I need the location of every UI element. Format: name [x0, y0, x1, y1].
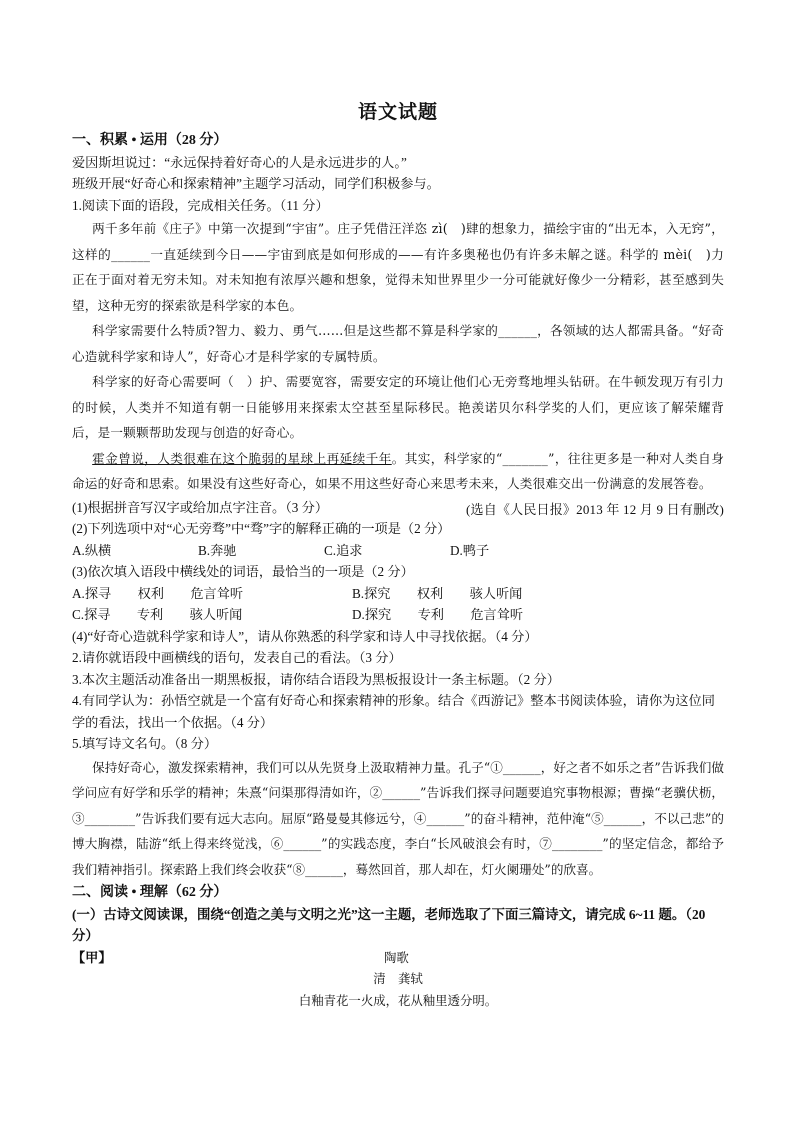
option-a: A.纵横: [72, 542, 112, 558]
passage-paragraph-3: 科学家的好奇心需要呵（ ）护、需要宽容，需要安定的环境让他们心无旁骛地埋头钻研。在牛顿发现万有引力的时候，人类并不知道有朝一日能够用来探索太空甚至星际移民。艳羡诺贝尔科学奖的人们，更应该了解荣耀背后，是一颗颗帮助发现与创造的好奇心。: [72, 374, 724, 440]
underlined-sentence: 霍金曾说，人类很难在这个脆弱的星球上再延续千年: [92, 450, 392, 466]
question-3: 3.本次主题活动准备出一期黑板报，请你结合语段为黑板报设计一条主标题。（2 分）: [72, 671, 560, 687]
section1-header: 一、积累 • 运用（28 分）: [72, 133, 228, 148]
q1-sub3: (3)依次填入语段中横线处的词语，最恰当的一项是（2 分）: [72, 564, 414, 579]
option-a: A.探寻 权利 危言耸听: [72, 585, 244, 601]
passage-label-jia: 【甲】: [72, 949, 112, 965]
part1-heading: (一）古诗文阅读课，围绕“创造之美与文明之光”这一主题，老师选取了下面三篇诗文，请完成 6~11 题。（20 分）: [72, 906, 706, 943]
passage-source: (选自《人民日报》2013 年 12 月 9 日有删改): [465, 501, 724, 517]
intro-line-2: 班级开展“好奇心和探索精神”主题学习活动，同学们积极参与。: [72, 176, 440, 191]
question-2: 2.请你就语段中画横线的语句，发表自己的看法。（3 分）: [72, 650, 402, 665]
passage-paragraph-1: 两千多年前《庄子》中第一次提到“宇宙”。庄子凭借汪洋恣 zì( )肆的想象力，描绘宇宙的“出无本，入无窍”，这样的______一直延续到今日——宇宙到底是如何形成的——有许多奥秘也仍有许多未解之谜。科学的 mèi( )力正在于面对着无穷未知。对未知抱有浓厚兴趣和想象，觉得未知世界里少一分可能就好像少一分精彩，甚至感到失望，这种无穷的探索欲是科学家的本色。: [72, 221, 724, 313]
q1-sub1: (1)根据拼音写汉字或给加点字注音。（3 分）: [72, 499, 329, 515]
option-d: D.探究 专利 危言耸听: [352, 607, 524, 622]
passage-paragraph-2: 科学家需要什么特质?智力、毅力、勇气……但是这些都不算是科学家的______，各领域的达人都需具备。“好奇心造就科学家和诗人”，好奇心才是科学家的专属特质。: [72, 323, 724, 364]
option-c: C.探寻 专利 骇人听闻: [72, 607, 243, 622]
q1-sub2-options: [72, 540, 724, 562]
q1-sub4: (4)“好奇心造就科学家和诗人”，请从你熟悉的科学家和诗人中寻找依据。（4 分）: [72, 628, 538, 644]
option-b: B.探究 权利 骇人听闻: [352, 585, 523, 601]
poem-author: 清 龚轼: [373, 971, 423, 986]
q1-sub2: (2)下列选项中对“心无旁骛”中“骛”字的解释正确的一项是（2 分）: [72, 521, 451, 536]
poem-title: 陶歌: [384, 949, 409, 965]
poem-header-row: [72, 947, 724, 969]
q5-stem: 5.填写诗文名句。（8 分）: [72, 736, 218, 751]
q1-sub3-options: [72, 583, 724, 626]
page-title: 语文试题: [357, 102, 438, 123]
intro-line-1: 爱因斯坦说过：“永远保持着好奇心的人是永远进步的人。”: [72, 154, 407, 170]
q5-passage: 保持好奇心，激发探索精神，我们可以从先贤身上汲取精神力量。孔子“①______，好之者不如乐之者”告诉我们做学问应有好学和乐学的精神；朱熹“问渠那得清如许，②______”告诉我们探寻问题要追究事物根源；曹操“老骥伏枥，③________”告诉我们要有远大志向。屈原“路曼曼其修远兮，④______”的奋斗精神，范仲淹“⑤______，不以己悲”的博大胸襟，陆游“纸上得来终觉浅，⑥______”的实践态度，李白“长风破浪会有时，⑦________”的坚定信念，都给予我们精神指引。探索路上我们终会收获“⑧______，蓦然回首，那人却在，灯火阑珊处”的欣喜。: [72, 759, 724, 877]
poem-line: 白釉青花一火成，花从釉里透分明。: [298, 992, 498, 1008]
question-4: 4.有同学认为：孙悟空就是一个富有好奇心和探索精神的形象。结合《西游记》整本书阅读体验，请你为这位同学的看法，找出一个依据。（4 分）: [72, 693, 715, 730]
option-d: D.鸭子: [450, 542, 490, 558]
option-b: B.奔驰: [198, 542, 237, 558]
passage-paragraph-4-rest: 。其实，科学家的“_______”，往往更多是一种对人类自身命运的好奇和思索。如果没有这些好奇心，如果不用这些好奇心来思考未来，人类很难交出一份满意的发展答卷。: [72, 450, 724, 491]
section2-header: 二、阅读 • 理解（62 分）: [72, 885, 228, 900]
q1-stem: 1.阅读下面的语段，完成相关任务。（11 分）: [72, 197, 329, 213]
option-c: C.追求: [324, 542, 363, 558]
